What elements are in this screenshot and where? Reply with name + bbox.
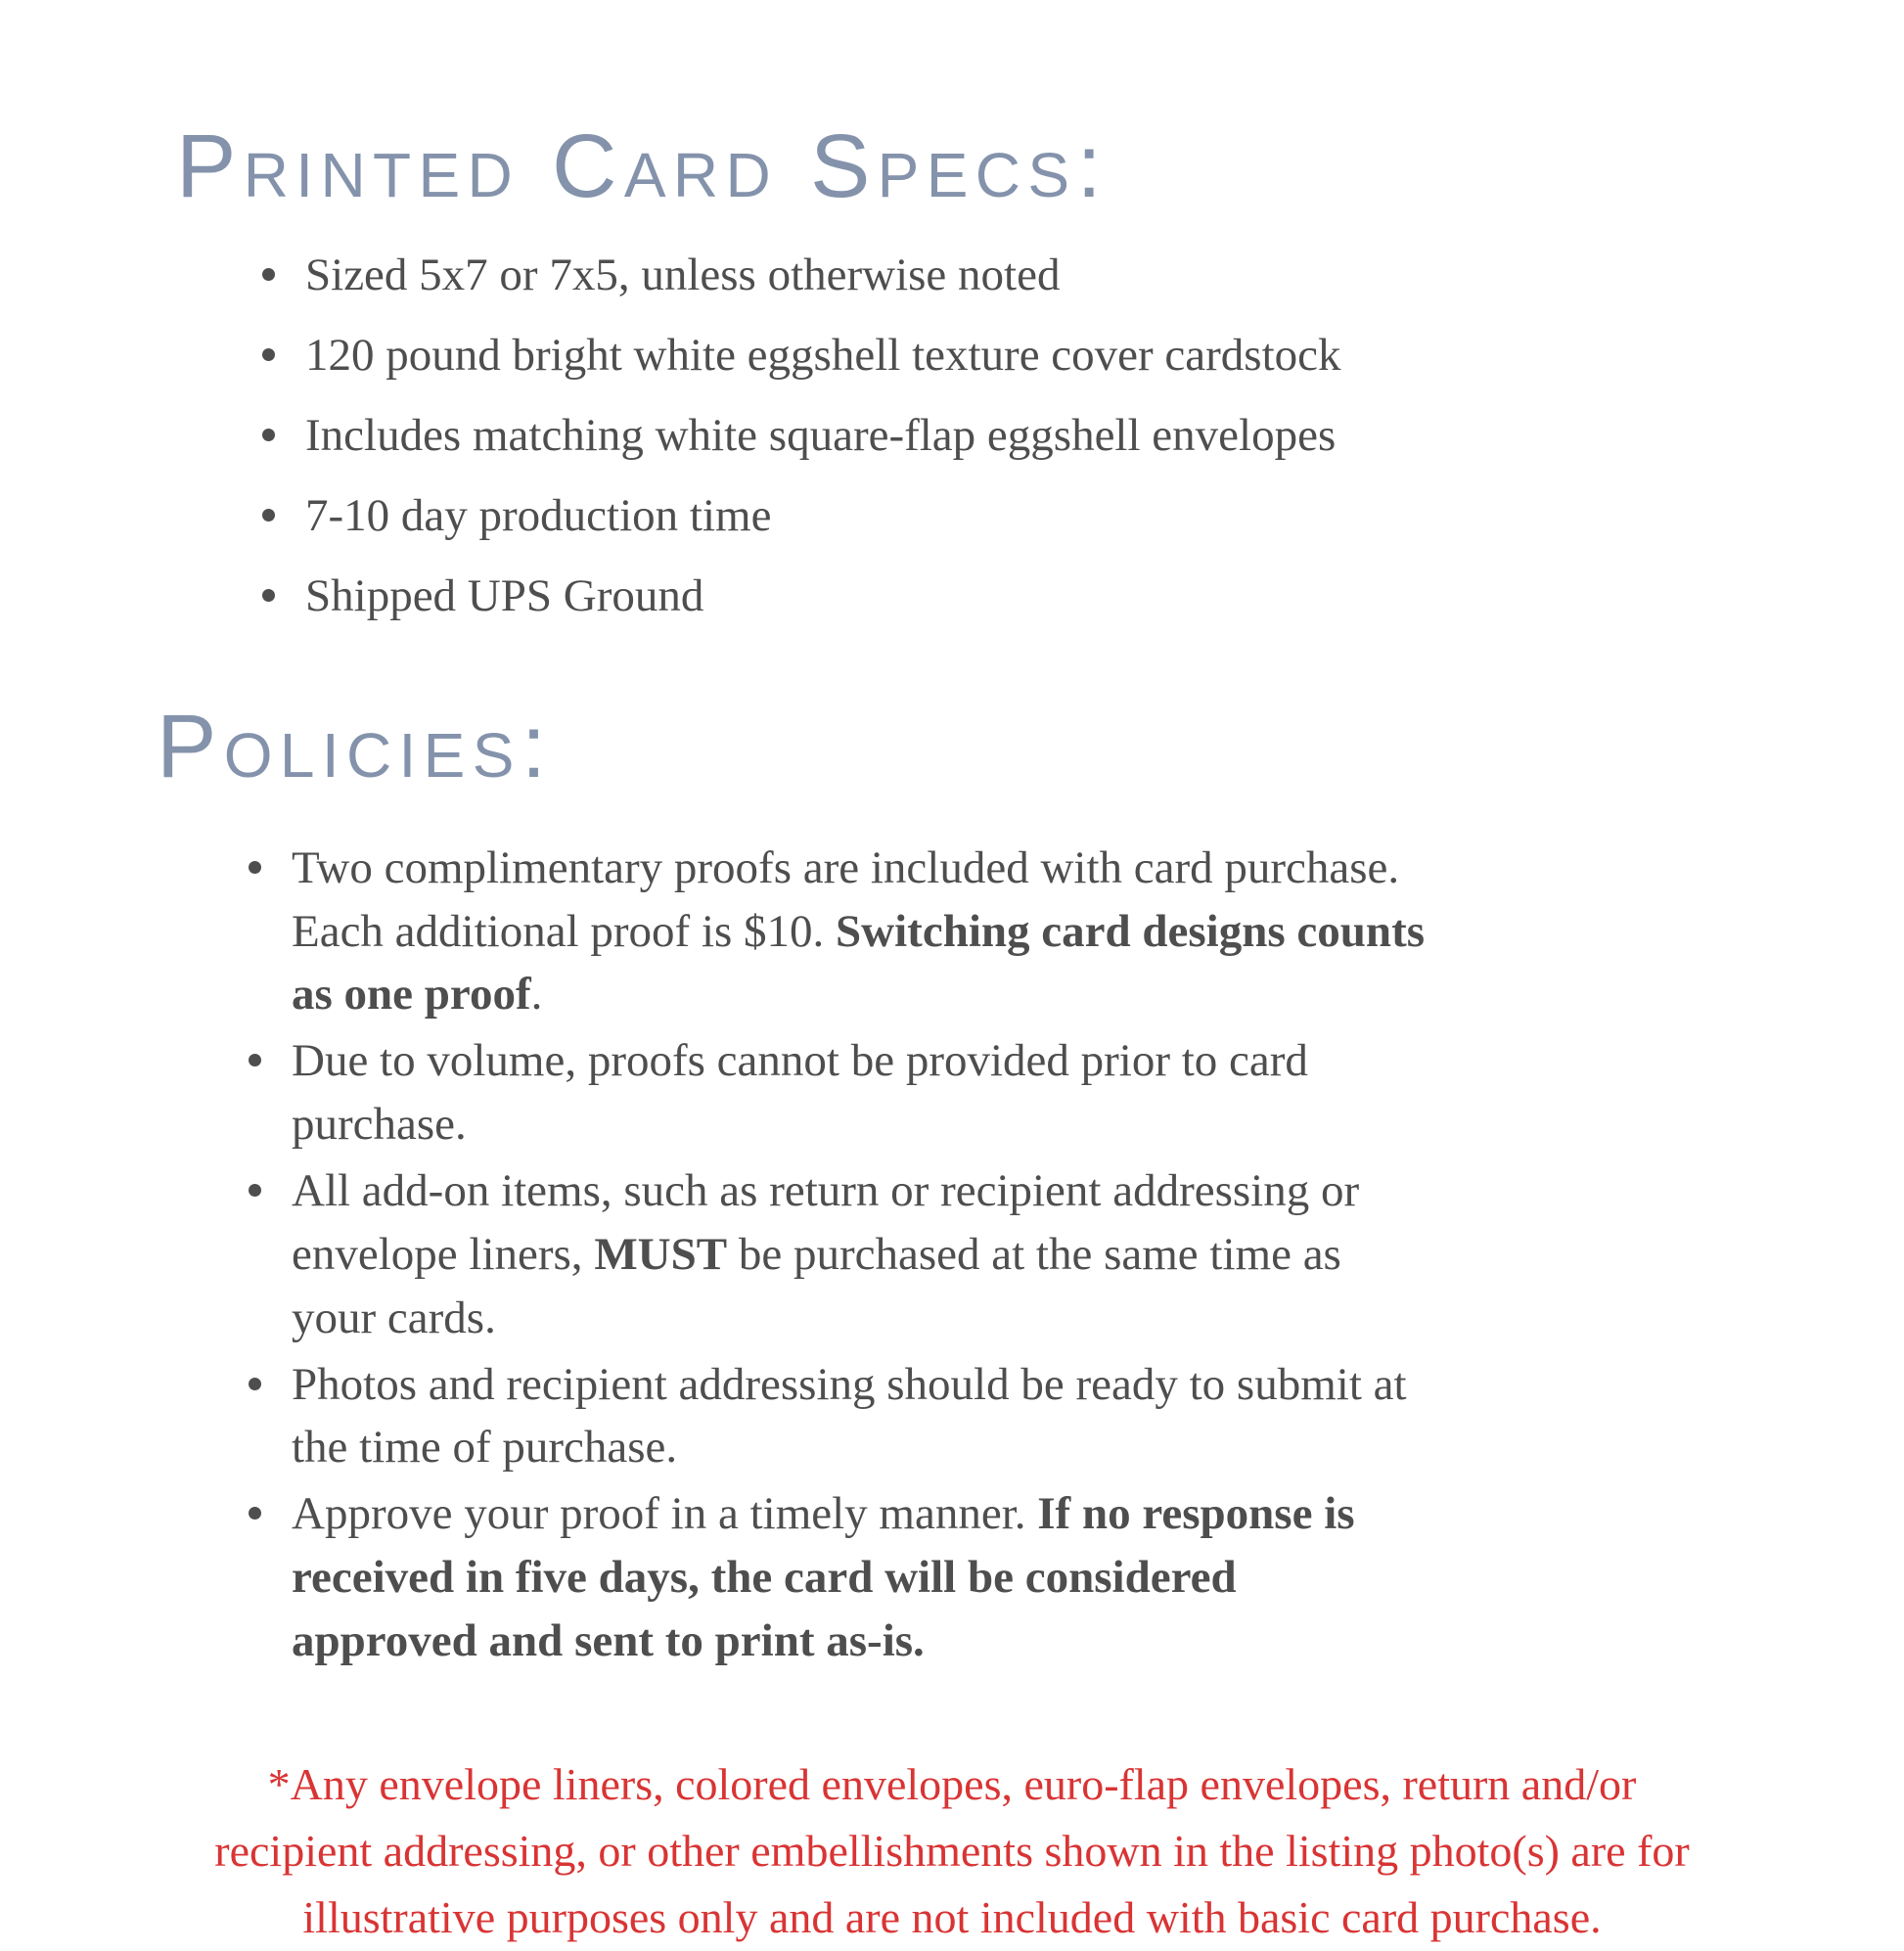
- list-item: 120 pound bright white eggshell texture cover cardstock: [256, 324, 1528, 387]
- policies-heading: Policies:: [157, 697, 554, 797]
- specs-list: [256, 244, 1528, 627]
- list-item: Shipped UPS Ground: [256, 565, 1528, 628]
- printed-card-specs-heading: Printed Card Specs:: [176, 116, 1110, 216]
- list-item: 7-10 day production time: [256, 484, 1528, 548]
- list-item: Two complimentary proofs are included with card purchase. Each additional proof is $10. Switching card designs counts as one proof.: [243, 837, 1431, 1027]
- list-item: All add-on items, such as return or recipient addressing or envelope liners, MUST be purchased at the same time as your cards.: [243, 1159, 1431, 1350]
- list-item: Photos and recipient addressing should be ready to submit at the time of purchase.: [243, 1353, 1431, 1480]
- list-item: Due to volume, proofs cannot be provided prior to card purchase.: [243, 1029, 1431, 1157]
- list-item: Approve your proof in a timely manner. If no response is received in five days, the card will be considered approved and sent to print as-is.: [243, 1482, 1431, 1673]
- list-item: Includes matching white square-flap eggshell envelopes: [256, 404, 1528, 468]
- policies-list: [243, 837, 1431, 1673]
- disclaimer-text: *Any envelope liners, colored envelopes, euro-flap envelopes, return and/or recipient addressing, or other embellishments shown in the listing photo(s) are for illustrative purposes only and are not included with basic card purchase.: [214, 1758, 1690, 1942]
- list-item: Sized 5x7 or 7x5, unless otherwise noted: [256, 244, 1528, 307]
